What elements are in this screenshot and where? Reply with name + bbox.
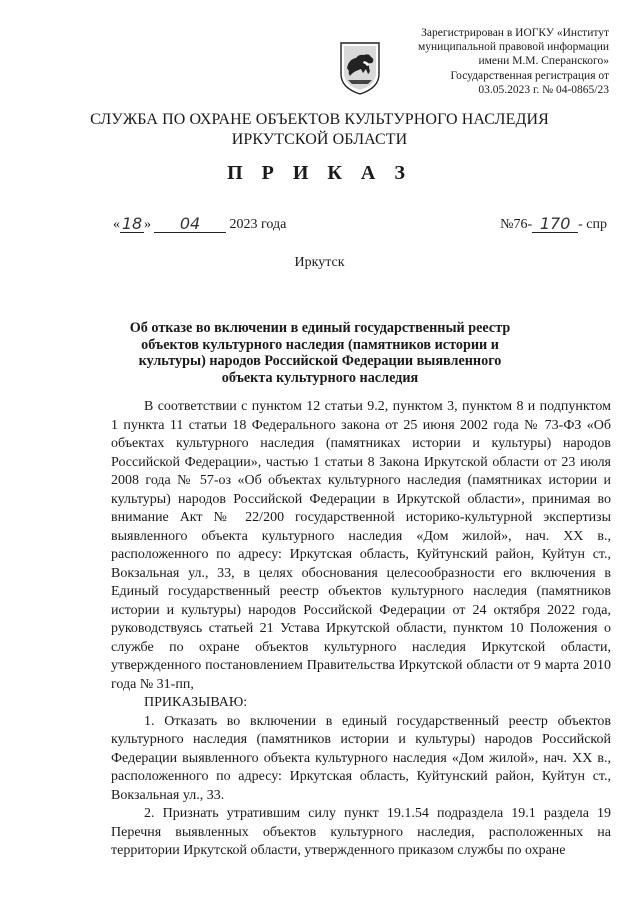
order-item-1: 1. Отказать во включении в единый государственный реестр объектов культурного наследия (памятников истории и культуры) народов Российской Федерации выявленного объекта культурного наследия «Дом жилой», нач. XX в., расположенного по адресу: Иркутская область, Куйтунский район, Куйтун ст., Вокзальная ул., 33. (111, 713, 611, 803)
date-close-quote: » (144, 217, 151, 232)
date-open-quote: « (113, 217, 120, 232)
order-number-value: 170 (532, 216, 578, 233)
organization-name: СЛУЖБА ПО ОХРАНЕ ОБЪЕКТОВ КУЛЬТУРНОГО НАСЛЕДИЯ (90, 111, 549, 128)
registration-line: 03.05.2023 г. № 04-0865/23 (478, 83, 609, 96)
order-number-suffix: - спр (578, 217, 607, 232)
document-type-title: П Р И К А З (227, 162, 412, 184)
order-number (500, 216, 607, 233)
date-day: 18 (121, 214, 143, 233)
order-directive-word: ПРИКАЗЫВАЮ: (144, 695, 248, 710)
registration-line: Государственная регистрация от (450, 69, 609, 82)
order-date (113, 216, 286, 233)
date-year: 2023 года (229, 217, 287, 232)
registration-line: муниципальной правовой информации (417, 41, 609, 54)
order-number-prefix: №76- (500, 217, 533, 232)
registration-line: имени М.М. Сперанского» (478, 55, 609, 68)
irkutsk-coat-of-arms-icon (338, 40, 382, 96)
registration-line: Зарегистрирован в ИОГКУ «Институт (421, 27, 609, 39)
order-subject: Об отказе во включении в единый государственный реестр объектов культурного наследия (памятников истории и культуры) народов Российской Федерации выявленного объекта культурного наследия (129, 320, 511, 386)
order-body (111, 398, 611, 861)
organization-region: ИРКУТСКОЙ ОБЛАСТИ (231, 131, 408, 148)
date-month: 04 (154, 216, 226, 233)
city-name: Иркутск (294, 255, 345, 270)
order-preamble: В соответствии с пунктом 12 статьи 9.2, пунктом 3, пунктом 8 и подпунктом 1 пункта 11 статьи 18 Федерального закона от 25 июня 2002 года № 73-ФЗ «Об объектах культурного наследия (памятниках истории и культуры) народов Российской Федерации», частью 1 статьи 8 Закона Иркутской области от 23 июля 2008 года № 57-оз «Об объектах культурного наследия (памятниках истории и культуры) народов Российской Федерации в Иркутской области», принимая во внимание Акт № 22/200 государственной историко-культурной экспертизы выявленного объекта культурного наследия «Дом жилой», нач. XX в., расположенного по адресу: Иркутская область, Куйтунский район, Куйтун ст., Вокзальная ул., 33, в целях обоснования целесообразности его включения в Единый государственный реестр объектов культурного наследия (памятников истории и культуры) народов Российской Федерации от 24 октября 2022 года, руководствуясь статьей 21 Устава Иркутской области, пунктом 10 Положения о службе по охране объектов культурного наследия Иркутской области, утвержденного постановлением Правительства Иркутской области от 9 марта 2010 года № 31-пп, (111, 399, 611, 692)
order-item-2: 2. Признать утратившим силу пункт 19.1.54 подраздела 19.1 раздела 19 Перечня выявленных объектов культурного наследия, расположенных на территории Иркутской области, утвержденного приказом службы по охране (111, 806, 611, 858)
registration-stamp (409, 26, 609, 97)
